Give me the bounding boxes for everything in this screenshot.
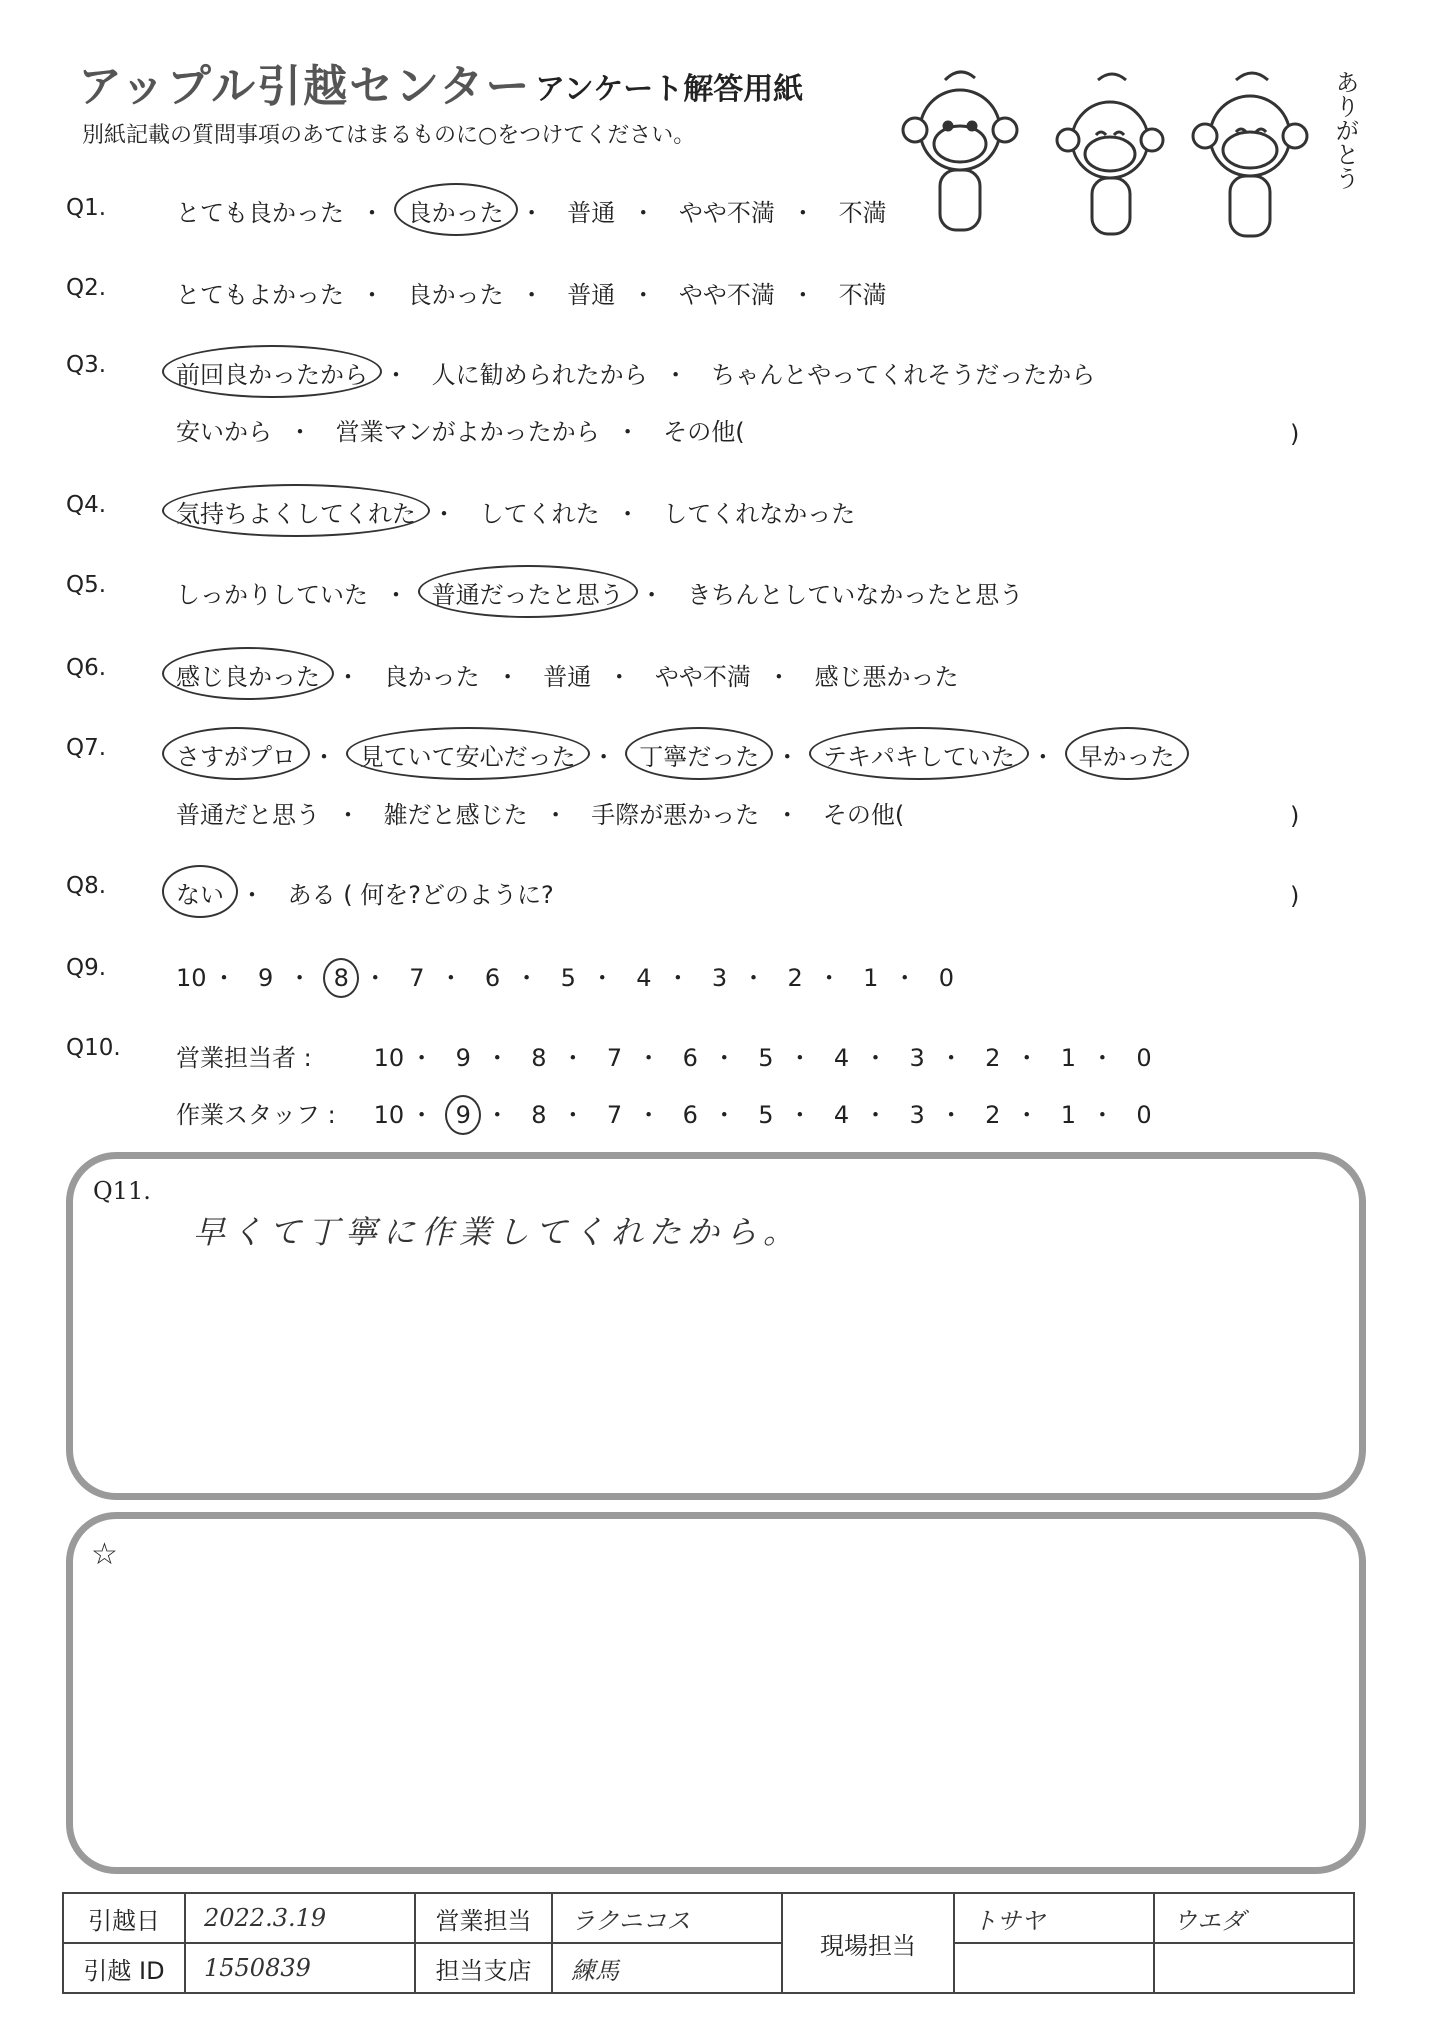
q6-options: 感じ良かった ・ 良かった ・ 普通 ・ やや不満 ・ 感じ悪かった — [176, 657, 959, 692]
q1-option[interactable]: 不満 — [838, 199, 887, 227]
q6-option[interactable]: 良かった — [383, 663, 480, 691]
q9-score[interactable]: 1 — [863, 964, 879, 992]
q4-options: 気持ちよくしてくれた ・ してくれた ・ してくれなかった — [176, 494, 855, 529]
monkey-mascot-icon — [903, 72, 1017, 230]
q8-paren-close: ) — [1290, 882, 1300, 910]
q3-option-selected[interactable]: 前回良かったから — [176, 355, 368, 390]
q9-score-selected[interactable]: 8 — [327, 964, 355, 992]
move-id-value[interactable]: 1550839 — [185, 1943, 415, 1993]
q9-score[interactable]: 3 — [711, 964, 728, 992]
monkey-mascots-illustration — [900, 60, 1360, 250]
q8-label: Q8. — [66, 873, 107, 899]
q5-option-selected[interactable]: 普通だったと思う — [432, 575, 624, 610]
site-staff-3[interactable] — [954, 1943, 1154, 1993]
q10-sales-score[interactable]: 6 — [682, 1044, 698, 1072]
q5-options: しっかりしていた ・ 普通だったと思う ・ きちんとしていなかったと思う — [176, 575, 1023, 610]
q4-label: Q4. — [66, 492, 107, 518]
instruction-text: 別紙記載の質問事項のあてはまるものに○をつけてください。 — [82, 123, 696, 148]
q10-sales-score[interactable]: 5 — [758, 1044, 774, 1072]
q10-sales-score[interactable]: 10 — [373, 1044, 405, 1072]
q7-label: Q7. — [66, 735, 107, 761]
q10-staff-score[interactable]: 2 — [985, 1101, 1001, 1129]
q7-option-selected[interactable]: テキパキしていた — [823, 737, 1015, 772]
q2-option[interactable]: 普通 — [567, 281, 616, 309]
q11-answer-box[interactable] — [66, 1152, 1366, 1500]
q1-option[interactable]: やや不満 — [678, 199, 775, 227]
q6-option-selected[interactable]: 感じ良かった — [176, 657, 320, 692]
q4-option-selected[interactable]: 気持ちよくしてくれた — [176, 494, 416, 529]
q10-staff-score[interactable]: 3 — [909, 1101, 925, 1129]
q10-staff-score[interactable]: 5 — [758, 1101, 774, 1129]
q9-scale: 10 ・ 9 ・ 8 ・ 7 ・ 6 ・ 5 ・ 4 ・ 3 ・ 2 ・ 1 ・ 0 — [176, 958, 960, 993]
q11-handwritten-answer: 早くて丁寧に作業してくれたから。 — [193, 1213, 802, 1251]
q2-options: とてもよかった ・ 良かった ・ 普通 ・ やや不満 ・ 不満 — [176, 275, 887, 310]
q4-option[interactable]: してくれた — [479, 500, 600, 528]
q6-option[interactable]: 普通 — [543, 663, 592, 691]
q9-score[interactable]: 6 — [484, 964, 501, 992]
q7-option[interactable]: 手際が悪かった — [591, 801, 760, 829]
q3-option-other[interactable]: その他( — [663, 418, 745, 446]
q7-paren-close: ) — [1290, 802, 1300, 830]
q10-staff-score[interactable]: 10 — [373, 1101, 405, 1129]
star-icon: ☆ — [91, 1537, 118, 1572]
q2-option[interactable]: やや不満 — [678, 281, 775, 309]
q7-options-line2: 普通だと思う ・ 雑だと感じた ・ 手際が悪かった ・ その他( — [176, 795, 904, 830]
q9-label: Q9. — [66, 955, 107, 981]
q5-option[interactable]: しっかりしていた — [176, 581, 368, 609]
q8-option[interactable]: ある ( 何を?どのように? — [287, 881, 554, 909]
q6-option[interactable]: やや不満 — [654, 663, 751, 691]
monkey-mascot-icon — [1193, 73, 1307, 236]
move-date-label: 引越日 — [63, 1893, 185, 1943]
sales-rep-value[interactable]: ラクニコス — [552, 1893, 782, 1943]
q3-label: Q3. — [66, 352, 107, 378]
q3-option[interactable]: 営業マンがよかったから — [335, 418, 600, 446]
q9-score[interactable]: 7 — [409, 964, 425, 992]
q10-staff-score[interactable]: 7 — [606, 1101, 623, 1129]
q7-option-selected[interactable]: 早かった — [1079, 737, 1175, 772]
q10-sales-score[interactable]: 1 — [1060, 1044, 1077, 1072]
q7-option-selected[interactable]: さすがプロ — [176, 737, 296, 772]
q7-option[interactable]: 普通だと思う — [176, 801, 320, 829]
site-staff-1[interactable]: トサヤ — [954, 1893, 1154, 1943]
q10-sales-score[interactable]: 0 — [1136, 1044, 1152, 1072]
q4-option[interactable]: してくれなかった — [663, 500, 856, 528]
q1-label: Q1. — [66, 195, 107, 221]
q10-staff-score[interactable]: 6 — [682, 1101, 698, 1129]
q10-sales-score[interactable]: 3 — [909, 1044, 925, 1072]
q7-options-line1: さすがプロ ・ 見ていて安心だった ・ 丁寧だった ・ テキパキしていた ・ 早かった — [176, 737, 1175, 772]
q10-sales-score[interactable]: 4 — [833, 1044, 850, 1072]
thanks-text: ありがとう — [1331, 70, 1359, 190]
q8-options: ない ・ ある ( 何を?どのように? — [176, 875, 554, 910]
monkey-mascot-icon — [1057, 74, 1163, 234]
q10-staff-score[interactable]: 4 — [833, 1101, 850, 1129]
q1-option[interactable]: とても良かった — [176, 199, 344, 227]
q7-option-selected[interactable]: 丁寧だった — [639, 737, 759, 772]
q1-option[interactable]: 普通 — [567, 199, 616, 227]
q9-score[interactable]: 4 — [636, 964, 652, 992]
form-subtitle: アンケート解答用紙 — [535, 72, 804, 107]
move-id-label: 引越 ID — [63, 1943, 185, 1993]
q9-score[interactable]: 9 — [258, 964, 274, 992]
q8-option-selected[interactable]: ない — [176, 875, 224, 910]
q9-score[interactable]: 2 — [787, 964, 803, 992]
q2-label: Q2. — [66, 275, 107, 301]
q10-sales-row: 営業担当者 : 10 ・ 9 ・ 8 ・ 7 ・ 6 ・ 5 ・ 4 ・ 3 ・ 2 ・ 1 ・ 0 — [176, 1038, 1158, 1073]
q3-paren-close: ) — [1290, 420, 1300, 448]
q3-option[interactable]: 人に勧められたから — [431, 361, 648, 389]
q10-staff-score-selected[interactable]: 9 — [449, 1101, 477, 1129]
q3-options-line1: 前回良かったから ・ 人に勧められたから ・ ちゃんとやってくれそうだったから — [176, 355, 1095, 390]
q5-label: Q5. — [66, 572, 107, 598]
q2-option[interactable]: 不満 — [838, 281, 887, 309]
q10-sales-score[interactable]: 2 — [985, 1044, 1001, 1072]
q3-options-line2: 安いから ・ 営業マンがよかったから ・ その他( — [176, 412, 745, 447]
q1-options: とても良かった ・ 良かった ・ 普通 ・ やや不満 ・ 不満 — [176, 193, 887, 228]
q9-score[interactable]: 10 — [176, 964, 207, 992]
company-title: アップル引越センター — [78, 61, 532, 112]
q11-label: Q11. — [93, 1177, 151, 1205]
q10-sales-score[interactable]: 8 — [531, 1044, 547, 1072]
q10-sales-score[interactable]: 7 — [606, 1044, 623, 1072]
q6-label: Q6. — [66, 655, 107, 681]
move-date-value[interactable]: 2022.3.19 — [185, 1893, 415, 1943]
q7-option[interactable]: 雑だと感じた — [383, 801, 528, 829]
q10-staff-score[interactable]: 8 — [531, 1101, 547, 1129]
move-info-table — [62, 1892, 1355, 1994]
site-staff-4[interactable] — [1154, 1943, 1354, 1993]
q1-option-selected[interactable]: 良かった — [408, 193, 504, 228]
q10-label: Q10. — [66, 1035, 121, 1061]
q9-score[interactable]: 0 — [938, 964, 955, 992]
q7-option-selected[interactable]: 見ていて安心だった — [360, 737, 576, 772]
q2-option[interactable]: とてもよかった — [176, 281, 344, 309]
q10-staff-score[interactable]: 1 — [1060, 1101, 1077, 1129]
site-staff-2[interactable]: ウエダ — [1154, 1893, 1354, 1943]
q9-score[interactable]: 5 — [560, 964, 576, 992]
q10-sales-label: 営業担当者 : — [176, 1044, 312, 1072]
q3-option[interactable]: ちゃんとやってくれそうだったから — [711, 361, 1096, 389]
q6-option[interactable]: 感じ悪かった — [814, 663, 959, 691]
q5-option[interactable]: きちんとしていなかったと思う — [687, 581, 1024, 609]
comment-box[interactable] — [66, 1512, 1366, 1874]
site-staff-label: 現場担当 — [782, 1893, 954, 1993]
q10-sales-score[interactable]: 9 — [455, 1044, 471, 1072]
sales-rep-label: 営業担当 — [415, 1893, 552, 1943]
q10-staff-label: 作業スタッフ : — [176, 1101, 336, 1129]
q10-staff-row: 作業スタッフ : 10 ・ 9 ・ 8 ・ 7 ・ 6 ・ 5 ・ 4 ・ 3 ・ 2 ・ 1 ・ 0 — [176, 1095, 1158, 1130]
q10-staff-score[interactable]: 0 — [1136, 1101, 1152, 1129]
q7-option-other[interactable]: その他( — [822, 801, 905, 829]
branch-label: 担当支店 — [415, 1943, 552, 1993]
q3-option[interactable]: 安いから — [176, 418, 272, 446]
q2-option[interactable]: 良かった — [407, 281, 504, 309]
branch-value[interactable]: 練馬 — [552, 1943, 782, 1993]
